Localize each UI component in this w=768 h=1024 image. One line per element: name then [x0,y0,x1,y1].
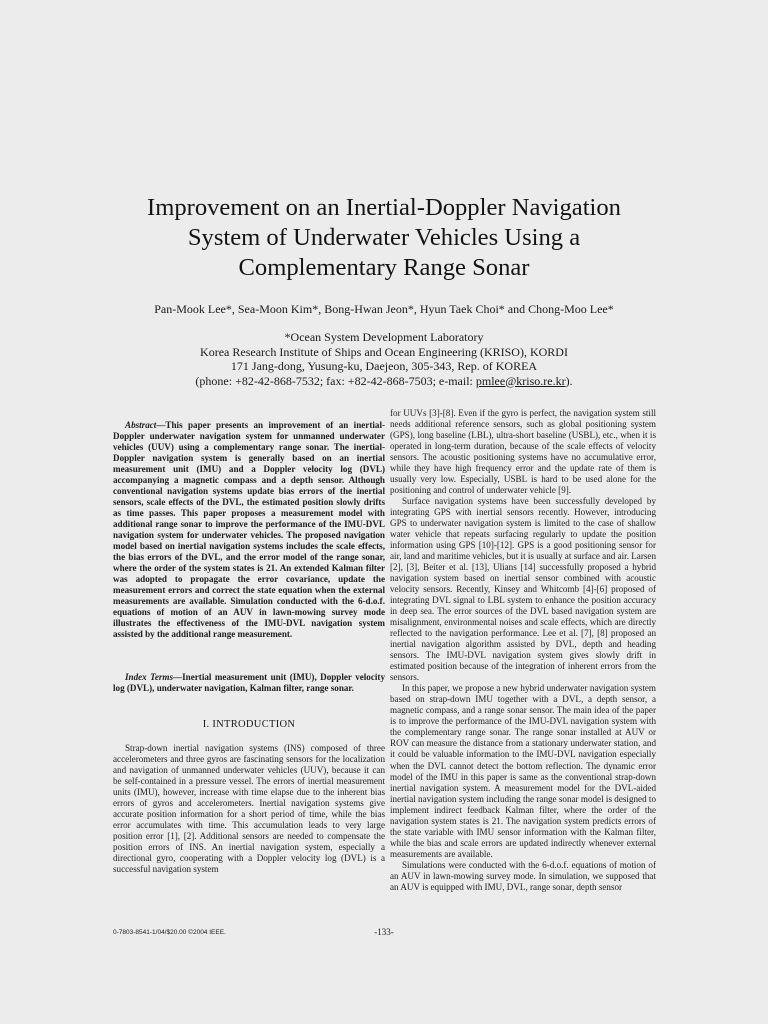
paper-title [60,193,708,283]
abstract: Abstract—This paper presents an improvement of an inertial-Doppler underwater navigation system for unmanned underwater vehicles (UUV) using a complementary range sonar. The inertial-Doppler navigation system is generally based on an inertial measurement unit (IMU) and a Doppler velocity log (DVL) accompanying a magnetic compass and a depth sensor. Although conventional navigation systems update bias errors of the inertial sensors, scale effects of the DVL, the estimated position slowly drifts as time passes. This paper proposes a measurement model with additional range sonar to improve the performance of the IMU-DVL navigation system for underwater vehicles. The proposed navigation model based on inertial navigation systems includes the scale effects, the bias errors of the DVL, and the error model of the range sonar, where the order of the system states is 21. An extended Kalman filter was adopted to propagate the error covariance, update the measurement errors and correct the state equation when the external measurements are available. Simulation conducted with the 6-d.o.f. equations of motion of an AUV in lawn-mowing survey mode illustrates the effectiveness of the IMU-DVL navigation system assisted by the additional range measurement. [113,420,385,640]
right-paragraph: In this paper, we propose a new hybrid underwater navigation system based on strap-down IMU together with a DVL, a depth sensor, a magnetic compass, and a range sonar sensor. The main idea of the paper is to improve the performance of the IMU-DVL navigation system with the complementary range sonar. The range sonar installed at AUV or ROV can measure the distance from a stationary underwater station, and it could be valuable information to the IMU-DVL navigation especially when the DVL cannot detect the bottom reflection. The dynamic error model of the IMU in this paper is same as the conventional strap-down inertial navigation system. A measurement model for the DVL-aided inertial navigation system including the range sonar model is designed to implement indirect feedback Kalman filter, where the order of the navigation system states is 21. The navigation system predicts errors of the state variable with IMU sensor information with the Kalman filter, while the bias and scale errors are updated indirectly whenever external measurements are available. [390,683,656,859]
abstract-text: This paper presents an improvement of an inertial-Doppler underwater navigation system for unmanned underwater vehicles (UUV) using a complementary range sonar. The inertial-Doppler navigation system is generally based on an inertial measurement unit (IMU) and a Doppler velocity log (DVL) accompanying a magnetic compass and a depth sensor. Although conventional navigation systems update bias errors of the inertial sensors, scale effects of the DVL, the estimated position slowly drifts as time passes. This paper proposes a measurement model with additional range sonar to improve the performance of the IMU-DVL navigation system for underwater vehicles. The proposed navigation model based on inertial navigation systems includes the scale effects, the bias errors of the DVL, and the error model of the range sonar, where the order of the system states is 21. An extended Kalman filter was adopted to propagate the error covariance, update the measurement errors and correct the state equation when the external measurements are available. Simulation conducted with the 6-d.o.f. equations of motion of an AUV in lawn-mowing survey mode illustrates the effectiveness of the IMU-DVL navigation system assisted by the additional range measurement. [113,420,385,640]
right-paragraph: Surface navigation systems have been successfully developed by integrating GPS with inertial sensors recently. However, introducing GPS to underwater navigation system is limited to the case of shallow water vehicle that repeats surfacing regularly to update the position information using GPS [10]-[12]. GPS is a good positioning sensor for air, land and maritime vehicles, but it is usually at surface and air. Larsen [2], [3], Beiter et al. [13], Ulians [14] successfully proposed a hybrid navigation system based on inertial sensor combined with acoustic velocity sensors. Recently, Kinsey and Whitcomb [4]-[6] proposed of integrating DVL signal to LBL system to enhance the position accuracy in deep sea. The error sources of the DVL based navigation system are misalignment, environmental noises and scale effects, which are directly reflected to the navigation performance. Lee et al. [7], [8] proposed an inertial navigation algorithm assisted by DVL, depth and heading sensors. The IMU-DVL navigation system gives slowly drift in estimated position because of the integration of inherent errors from the sensors. [390,496,656,683]
contact-prefix: (phone: +82-42-868-7532; fax: +82-42-868-7503; e-mail: [195,373,476,388]
affiliation-contact [100,374,668,389]
intro-text: Strap-down inertial navigation systems (INS) composed of three accelerometers and three gyros are fascinating sensors for the localization and navigation of unmanned underwater vehicles (UUV), because it can be self-contained in a pressure vessel. The errors of inertial measurement units (IMU), however, increase with time elapse due to the inherent bias errors of gyros and accelerometers. Inertial navigation systems give accurate position information for a short period of time, while the bias error accumulates with time. This accumulation leads to very large position error [1], [2]. Additional sensors are needed to compensate the position errors of INS. An inertial navigation system, especially a directional gyro, cooperating with a Doppler velocity log (DVL) is a successful navigation system [113,743,385,875]
affiliation-address: 171 Jang-dong, Yusung-ku, Daejeon, 305-343, Rep. of KOREA [230,359,538,373]
right-paragraph: for UUVs [3]-[8]. Even if the gyro is perfect, the navigation system still needs additional reference sensors, such as global positioning system (GPS), long baseline (LBL), ultra-short baseline (USBL), etc., when it is operated in long-term duration, because of the scale effects of velocity sensors. The acoustic positioning systems have no accumulative error, while they have high frequency error and the update rate of them is usually very low. Especially, USBL is hard to be used alone for the positioning and control of underwater vehicle [9]. [390,408,656,496]
affiliation-institute: Korea Research Institute of Ships and Ocean Engineering (KRISO), KORDI [200,344,568,359]
abstract-label: Abstract [125,420,157,430]
email-link[interactable]: pmlee@kriso.re.kr [475,373,566,388]
section-heading: I. INTRODUCTION [202,719,296,730]
contact-suffix: ). [565,373,573,388]
right-column [390,408,656,893]
copyright-notice: 0-7803-8541-1/04/$20.00 ©2004 IEEE. [113,929,226,936]
title-line: Improvement on an Inertial-Doppler Navigation [147,194,621,221]
right-paragraph: Simulations were conducted with the 6-d.o.f. equations of motion of an AUV in lawn-mowing survey mode. In simulation, we supposed that an AUV is equipped with IMU, DVL, range sonar, depth sensor [390,859,656,892]
index-terms: Index Terms—Inertial measurement unit (IMU), Doppler velocity log (DVL), underwater navigation, Kalman filter, range sonar. [113,672,385,694]
author-list: Pan-Mook Lee*, Sea-Moon Kim*, Bong-Hwan Jeon*, Hyun Taek Choi* and Chong-Moo Lee* [154,302,614,316]
title-line: Complementary Range Sonar [238,254,530,281]
index-terms-text: Inertial measurement unit (IMU), Doppler velocity log (DVL), underwater navigation, Kalman filter, range sonar. [113,672,385,694]
affiliation [100,330,668,388]
title-line: System of Underwater Vehicles Using a [187,224,581,251]
intro-paragraph [113,743,385,875]
affiliation-lab: *Ocean System Development Laboratory [284,330,484,344]
page-number: -133- [374,927,394,937]
index-terms-label: Index Terms [125,672,174,682]
